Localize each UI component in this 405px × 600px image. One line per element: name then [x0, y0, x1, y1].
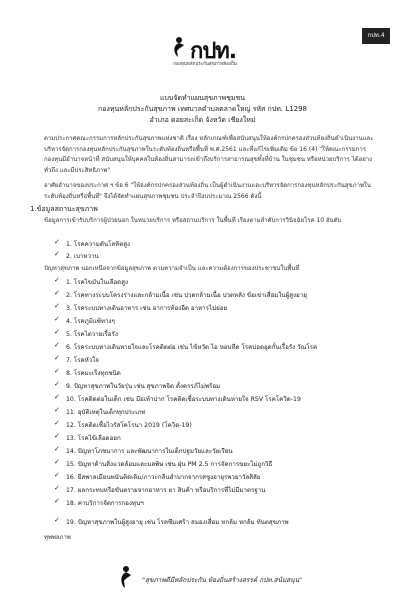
check-icon: ✓ — [54, 432, 60, 440]
list-item: 13. โรคไข้เลือดออก — [66, 435, 121, 442]
check-icon: ✓ — [54, 445, 60, 453]
check-icon: ✓ — [54, 367, 60, 375]
paragraph-regulation: ตามประกาศคณะกรรมการหลักประกันสุขภาพแห่งชาติ เรื่อง หลักเกณฑ์เพื่อสนับสนุนให้องค์กรปกครองส่วนท้องถิ่นดำเนินงานและบริหารจัดการกองทุนหลักประกันสุขภาพในระดับท้องถิ่นหรือพื้นที่ พ.ศ.2561 และที่แก้ไขเพิ่มเติม ข้อ 16 (4) "ให้คณะกรรมการกองทุนมีอำนาจหน้าที่ สนับสนุนให้บุคคลในท้องถิ่นสามารถเข้าถึงบริการสาธารณสุขทั้งที่บ้าน ในชุมชน หรือหน่วยบริการ ได้อย่างทั่วถึง และมีประสิทธิภาพ" — [44, 135, 374, 174]
document-title: แบบจัดทำแผนสุขภาพชุมชน — [159, 94, 246, 102]
list-item: 7. โรคหัวใจ — [66, 357, 99, 364]
check-icon: ✓ — [54, 238, 60, 246]
list-item: 3. โรคระบบทางเดินอาหาร เช่น อาการท้องอืด อาหารไม่ย่อย — [66, 305, 228, 312]
check-icon: ✓ — [54, 380, 60, 388]
health-problems-note: ปัญหาสุขภาพ นอกเหนือจากข้อมูลสุขภาพ ตามความจำเป็น และความต้องการของประชาชนในพื้นที่ — [44, 265, 300, 272]
logo-subtitle: กองทุนหลักประกันสุขภาพท้องถิ่น — [173, 62, 237, 67]
list-item: 19. ปัญหาสุขภาพในผู้สูงอายุ เช่น โรคซึมเศร้า สมองเสื่อม หกล้ม หกล้ม ทันตสุขภาพ — [66, 519, 289, 526]
check-icon: ✓ — [54, 276, 60, 284]
list-item: 9. ปัญหาสุขภาพในวัยรุ่น เช่น สุขภาพจิต ตั้งครรภ์ไม่พร้อม — [66, 383, 221, 390]
list-item: 11. อุบัติเหตุในเด็กทุกประเภท — [66, 409, 146, 416]
list-item: 10. โรคติดต่อในเด็ก เช่น มือเท้าปาก โรคติดเชื้อระบบทางเดินหายใจ RSV โรคโควิด-19 — [66, 396, 301, 403]
footer-slogan: "สุขภาพดีมีหลักประกัน ท้องถิ่นสร้างสรรค์ กปท.สนับสนุน" — [142, 576, 303, 584]
section-intro: ข้อมูลการเข้ารับบริการผู้ป่วยนอก ในหน่วยบริการ หรือสถานบริการ ในพื้นที่ เรียงตามลำดับการวินิจฉัยโรค 10 อันดับ — [44, 217, 342, 224]
form-code-badge: กปท.4 — [362, 28, 390, 44]
check-icon: ✓ — [54, 341, 60, 349]
list-continuation: ทุพพลภาพ — [44, 534, 71, 541]
list-item: 2. เบาหวาน — [66, 253, 99, 260]
list-item: 15. ปัญหาด้านสิ่งแวดล้อมและมลพิษ เช่น ฝุ่น PM 2.5 การจัดการขยะไม่ถูกวิธี — [66, 461, 273, 468]
check-icon: ✓ — [54, 497, 60, 505]
person-icon — [116, 565, 134, 589]
check-icon: ✓ — [54, 406, 60, 414]
logo-text: กปท. — [190, 39, 237, 64]
list-item: 5. โรคไตวายเรื้อรัง — [66, 331, 118, 338]
check-icon: ✓ — [54, 393, 60, 401]
list-item: 18. ค่าบริการจัดการกองทุนฯ — [66, 500, 144, 507]
list-item: 6. โรคระบบทางเดินหายใจและโรคติดต่อ เช่น ไข้หวัด ไอ หอบหืด โรคปอดอุดกั้นเรื้อรัง วัณโรค — [66, 344, 318, 351]
check-icon: ✓ — [54, 484, 60, 492]
check-icon: ✓ — [54, 458, 60, 466]
list-item: 1. โรคไขมันในเลือดสูง — [66, 279, 128, 286]
check-icon: ✓ — [54, 289, 60, 297]
check-icon: ✓ — [54, 516, 60, 524]
check-icon: ✓ — [54, 471, 60, 479]
list-item: 12. โรคติดเชื้อไวรัสโคโรนา 2019 (โควิด-19) — [66, 422, 192, 429]
section-title: 1.ข้อมูลสถานะสุขภาพ — [30, 205, 98, 213]
list-item: 14. ปัญหาโภชนาการ และพัฒนาการในเด็กปฐมวัยและวัยเรียน — [66, 448, 233, 455]
list-item: 17. ผลกระทบหรือขันตรายจากอาหาร ยา สินค้า หรือบริการที่ไม่มีมาตรฐาน — [66, 487, 266, 494]
check-icon: ✓ — [54, 328, 60, 336]
list-item: 4. โรคภูมิแพ้ทางๆ — [66, 318, 115, 325]
fund-name: กองทุนหลักประกันสุขภาพ เทศบาลตำบลตลาดใหญ่ รหัส กปท. L1298 — [97, 105, 308, 113]
check-icon: ✓ — [54, 250, 60, 258]
check-icon: ✓ — [54, 419, 60, 427]
list-item: 2. โรคทางระบบโครงร่างและกล้ามเนื้อ เช่น ปวดกล้ามเนื้อ ปวดหลัง ข้อเข่าเสื่อมในผู้สูงอายุ — [66, 292, 307, 299]
paragraph-authority: อาศัยอำนาจของประกาศ ฯ ข้อ 6 "ให้องค์กรปกครองส่วนท้องถิ่น เป็นผู้ดำเนินงานและบริหารจัดการกองทุนหลักประกันสุขภาพในระดับท้องถิ่นหรือพื้นที่" จึงได้จัดทำแผนสุขภาพชุมชน ประจำปีงบประมาณ 2566 ดังนี้ — [44, 182, 371, 200]
location-line: อำเภอ ดอยสะเก็ด จังหวัด เชียงใหม่ — [149, 116, 256, 124]
list-item: 1. โรคความดันโลหิตสูง — [66, 241, 131, 248]
check-icon: ✓ — [54, 354, 60, 362]
list-item: 16. ยีสพาลเมียนพนันติดเดิม/ภาวะกลืนลำบากจากรสชูงอายุรพวยาวัลสิลัย — [66, 474, 261, 481]
check-icon: ✓ — [54, 302, 60, 310]
list-item: 8. โรคมะเร็งทุกชนิด — [66, 370, 121, 377]
check-icon: ✓ — [54, 315, 60, 323]
person-icon — [170, 36, 186, 58]
fund-logo — [168, 32, 238, 70]
